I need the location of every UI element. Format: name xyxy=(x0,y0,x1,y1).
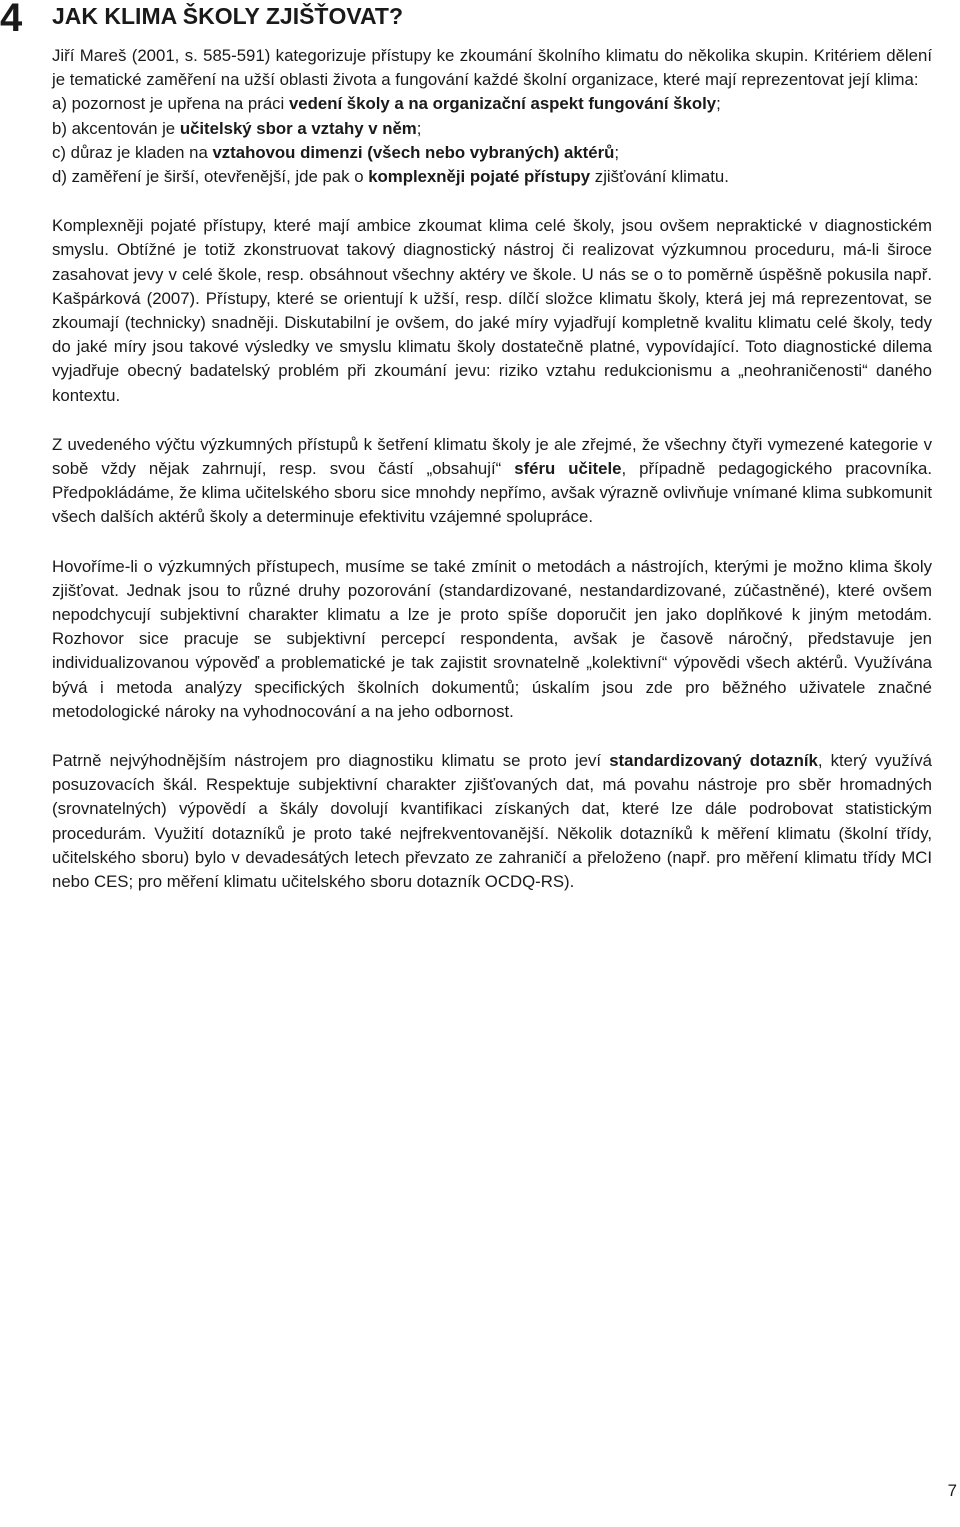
intro-paragraph xyxy=(52,44,932,189)
chapter-number: 4 xyxy=(0,0,23,40)
paragraph-5: Patrně nejvýhodnějším nástrojem pro diagnostiku klimatu se proto jeví standardizovaný dotazník, který využívá posuzovacích škál. Respektuje subjektivní charakter zjišťovaných dat, má povahu nástroje pro sběr hromadných (srovnatelných) výpovědí a škály dovolují kvantifikaci získaných dat, které lze dále podrobovat statistickým procedurám. Využití dotazníků je proto také nejfrekventovanější. Několik dotazníků k měření klimatu (školní třídy, učitelského sboru) bylo v devadesátých letech převzato ze zahraničí a přeloženo (např. pro měření klimatu třídy MCI nebo CES; pro měření klimatu učitelského sboru dotazník OCDQ-RS). xyxy=(52,751,932,892)
list-item-c: c) důraz je kladen na vztahovou dimenzi (všech nebo vybraných) aktérů; xyxy=(52,142,620,162)
paragraph-4: Hovoříme-li o výzkumných přístupech, musíme se také zmínit o metodách a nástrojích, kterými je možno klima školy zjišťovat. Jednak jsou to různé druhy pozorování (standardizované, nestandardizované, zúčastněné), které ovšem nepodchycují subjektivní charakter klimatu a lze je proto spíše doporučit jen jako doplňkové k jiným metodám. Rozhovor sice pracuje se subjektivní percepcí respondenta, avšak je časově náročný, představuje jen individualizovanou výpověď a problematické je tak zajistit srovnatelně „kolektivní“ výpovědi všech aktérů. Využívána bývá i metoda analýzy specifických školních dokumentů; úskalím jsou zde pro běžného uživatele značné metodologické nároky na vyhodnocování a na jeho odbornost. xyxy=(52,556,932,721)
list-item-d: d) zaměření je širší, otevřenější, jde pak o komplexněji pojaté přístupy zjišťování klimatu. xyxy=(52,167,729,187)
paragraph-5-emphasis: standardizovaný dotazník xyxy=(609,751,818,771)
paragraph-3-emphasis: sféru učitele xyxy=(514,459,622,479)
paragraph-3: Z uvedeného výčtu výzkumných přístupů k šetření klimatu školy je ale zřejmé, že všechny čtyři vymezené kategorie v sobě vždy nějak zahrnují, resp. svou částí „obsahují“ sféru učitele, případně pedagogického pracovníka. Předpokládáme, že klima učitelského sboru sice mnohdy nepřímo, avšak výrazně ovlivňuje vnímané klima subkomunit všech dalších aktérů školy a determinuje efektivitu vzájemné spolupráce. xyxy=(52,434,932,527)
chapter-title: JAK KLIMA ŠKOLY ZJIŠŤOVAT? xyxy=(52,3,403,29)
paragraph-2: Komplexněji pojaté přístupy, které mají ambice zkoumat klima celé školy, jsou ovšem nepraktické v diagnostickém smyslu. Obtížné je totiž zkonstruovat takový diagnostický nástroj či realizovat výzkumnou proceduru, má-li široce zasahovat jevy v celé škole, resp. obsáhnout všechny aktéry ve škole. U nás se o to poměrně úspěšně pokusila např. Kašpárková (2007). Přístupy, které se orientují k užší, resp. dílčí složce klimatu školy, která jej má reprezentovat, se zkoumají (technicky) snadněji. Diskutabilní je ovšem, do jaké míry vyjadřují kompletně kvalitu klimatu celé školy, tedy do jaké míry jsou takové výsledky ve smyslu klimatu školy dostatečně platné, vypovídající. Toto diagnostické dilema vyjadřuje obecný badatelský problém při zkoumání jevu: riziko vztahu redukcionismu a „neohraničenosti“ daného kontextu. xyxy=(52,216,932,405)
list-item-b: b) akcentován je učitelský sbor a vztahy v něm; xyxy=(52,118,422,138)
list-item-a: a) pozornost je upřena na práci vedení školy a na organizační aspekt fungování školy; xyxy=(52,94,721,114)
page-number: 7 xyxy=(947,1481,957,1500)
intro-text: Jiří Mareš (2001, s. 585-591) kategorizuje přístupy ke zkoumání školního klimatu do několika skupin. Kritériem dělení je tematické zaměření na užší oblasti života a fungování každé školní organizace, které mají reprezentovat její klima: xyxy=(52,46,932,90)
main-content xyxy=(52,44,932,919)
